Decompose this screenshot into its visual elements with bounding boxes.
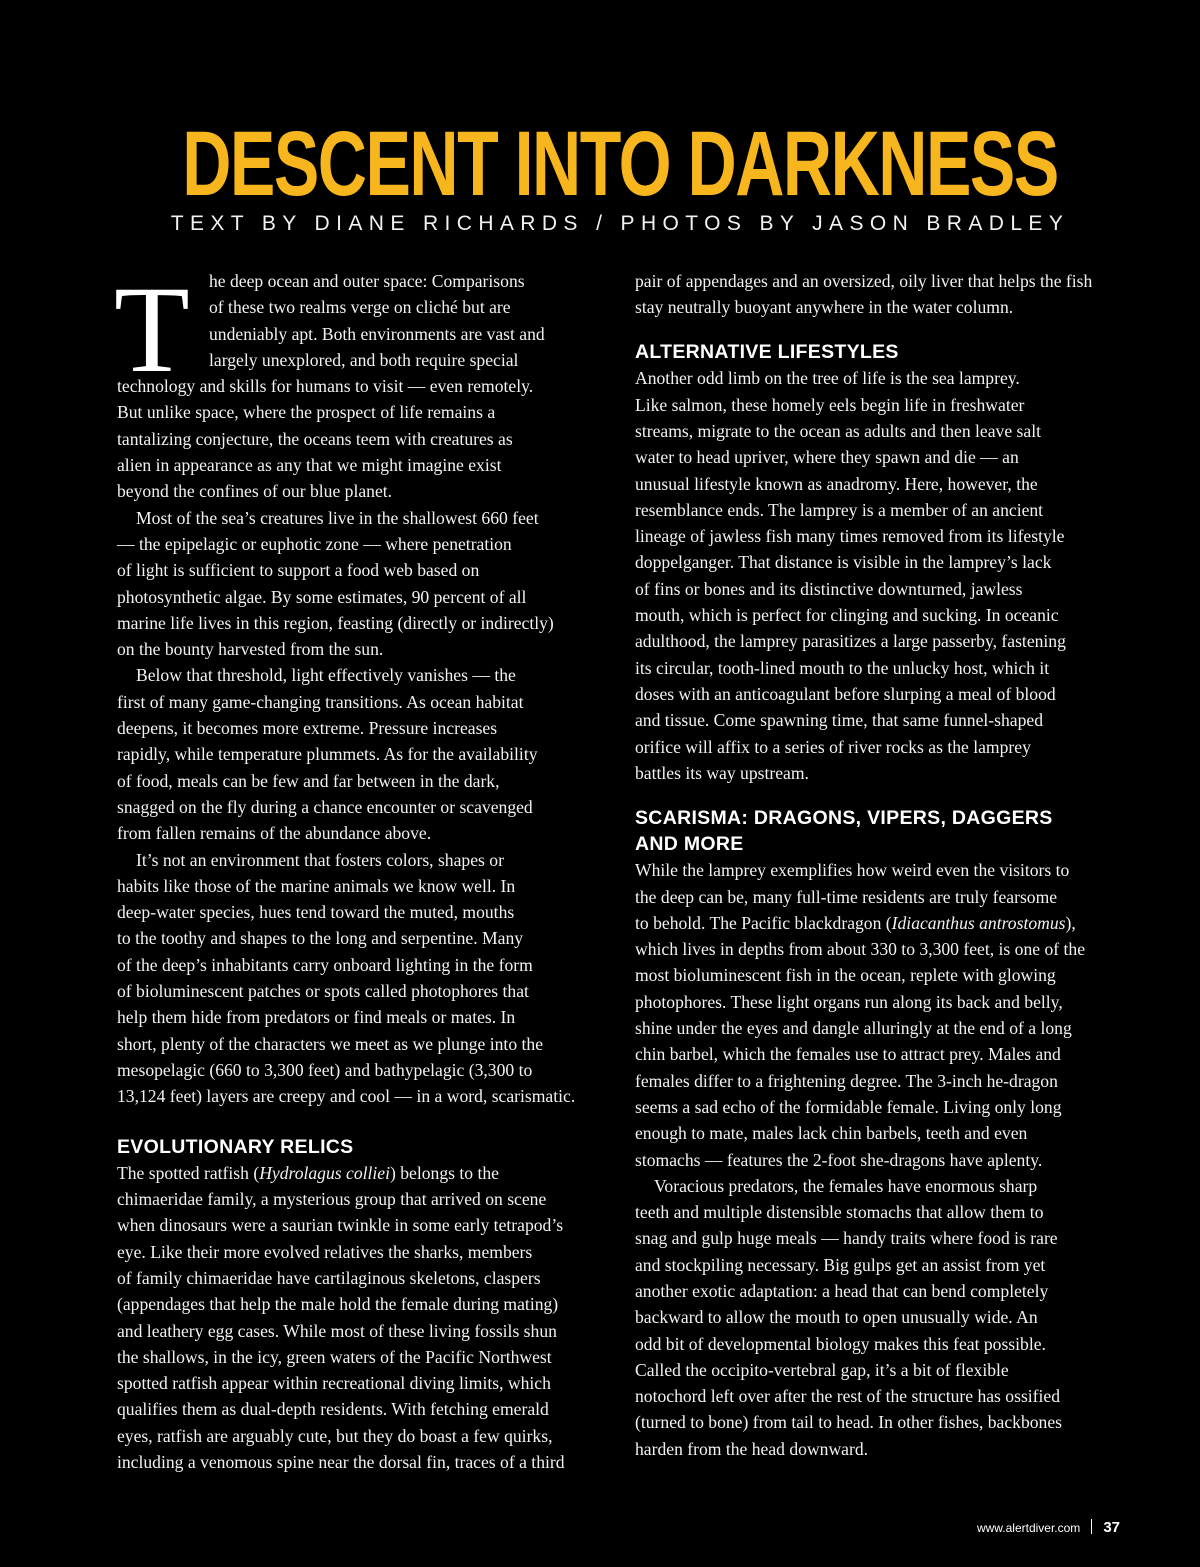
text-line: — the epipelagic or euphotic zone — where penetration	[117, 533, 512, 554]
text-line: seems a sad echo of the formidable female. Living only long	[635, 1096, 1062, 1117]
text-line: mouth, which is perfect for clinging and sucking. In oceanic	[635, 605, 1059, 626]
text-line: pair of appendages and an oversized, oily liver that helps the fish	[635, 271, 1093, 291]
byline: TEXT BY DIANE RICHARDS / PHOTOS BY JASON BRADLEY	[170, 212, 1070, 235]
text-line: another exotic adaptation: a head that can bend completely	[635, 1280, 1049, 1301]
text-line: eyes, ratfish are arguably cute, but they do boast a few quirks,	[117, 1425, 553, 1446]
text-line: unusual lifestyle known as anadromy. Here, however, the	[635, 473, 1038, 494]
text-line: stay neutrally buoyant anywhere in the water column.	[635, 297, 1014, 318]
text-line: stomachs — features the 2-foot she-dragons have aplenty.	[635, 1149, 1043, 1170]
text-line: doppelganger. That distance is visible in the lamprey’s lack	[635, 552, 1052, 573]
text-line: tantalizing conjecture, the oceans teem with creatures as	[117, 428, 513, 449]
text-line: its circular, tooth-lined mouth to the unlucky host, which it	[635, 657, 1050, 678]
text-line: spotted ratfish appear within recreational diving limits, which	[117, 1373, 551, 1394]
text-line: and tissue. Come spawning time, that same funnel-shaped	[635, 710, 1043, 731]
text-line: from fallen remains of the abundance above.	[117, 823, 432, 844]
text-line: 13,124 feet) layers are creepy and cool — in a word, scarismatic.	[117, 1086, 576, 1107]
text-line: alien in appearance as any that we might imagine exist	[117, 455, 502, 476]
drop-cap: T	[114, 261, 190, 398]
text-line: of family chimaeridae have cartilaginous skeletons, claspers	[117, 1267, 541, 1288]
text-line: (appendages that help the male hold the female during mating)	[117, 1294, 559, 1315]
text-line: undeniably apt. Both environments are vast and	[209, 323, 545, 344]
website-link[interactable]: www.alertdiver.com	[976, 1521, 1081, 1535]
page-footer	[977, 1519, 1120, 1537]
text-run: The spotted ratfish (	[117, 1162, 260, 1183]
section-heading: AND MORE	[635, 832, 744, 855]
text-line: harden from the head downward.	[635, 1438, 869, 1459]
text-line: which lives in depths from about 330 to 3,300 feet, is one of the	[635, 939, 1086, 960]
text-line: on the bounty harvested from the sun.	[117, 639, 384, 660]
species-name: Hydrolagus colliei	[259, 1162, 390, 1183]
text-line: eye. Like their more evolved relatives the sharks, members	[117, 1241, 533, 1262]
text-line: of light is sufficient to support a food web based on	[117, 560, 480, 581]
text-line: teeth and multiple distensible stomachs that allow them to	[635, 1202, 1044, 1223]
text-line: (turned to bone) from tail to head. In other fishes, backbones	[635, 1412, 1063, 1433]
text-line: habits like those of the marine animals we know well. In	[117, 875, 516, 896]
right-column	[635, 268, 1125, 1462]
text-line: and leathery egg cases. While most of these living fossils shun	[117, 1320, 557, 1341]
text-line: notochord left over after the rest of the structure has ossified	[635, 1386, 1061, 1407]
text-line: Called the occipito-vertebral gap, it’s a bit of flexible	[635, 1359, 1009, 1380]
section-heading: EVOLUTIONARY RELICS	[117, 1135, 354, 1158]
text-line: photophores. These light organs run along its back and belly,	[635, 991, 1063, 1012]
left-column	[114, 261, 607, 1475]
text-run: to behold. The Pacific blackdragon (	[635, 912, 892, 933]
text-line: chin barbel, which the females use to attract prey. Males and	[635, 1044, 1061, 1065]
text-line: snag and gulp huge meals — handy traits where food is rare	[635, 1228, 1058, 1249]
text-line: It’s not an environment that fosters colors, shapes or	[136, 849, 504, 870]
text-line: photosynthetic algae. By some estimates, 90 percent of all	[117, 586, 527, 607]
text-line: qualifies them as dual-depth residents. With fetching emerald	[117, 1399, 549, 1420]
text-line: first of many game-changing transitions. As ocean habitat	[117, 691, 524, 712]
text-line: the deep can be, many full-time residents are truly fearsome	[635, 886, 1058, 907]
text-line: adulthood, the lamprey parasitizes a large passerby, fastening	[635, 631, 1066, 652]
text-line: to the toothy and shapes to the long and serpentine. Many	[117, 928, 524, 949]
text-line: technology and skills for humans to visit — even remotely.	[117, 376, 534, 397]
text-line: backward to allow the mouth to open unusually wide. An	[635, 1307, 1038, 1328]
section-heading: SCARISMA: DRAGONS, VIPERS, DAGGERS	[635, 806, 1053, 829]
text-run: ),	[1065, 912, 1076, 933]
text-run: ) belongs to the	[389, 1162, 499, 1183]
text-line: orifice will affix to a series of river rocks as the lamprey	[635, 736, 1031, 757]
text-line: rapidly, while temperature plummets. As for the availability	[117, 744, 538, 765]
text-line: largely unexplored, and both require special	[209, 349, 519, 370]
text-line: marine life lives in this region, feasting (directly or indirectly)	[117, 612, 554, 633]
text-line: of these two realms verge on cliché but are	[209, 297, 511, 318]
text-line: streams, migrate to the ocean as adults and then leave salt	[635, 420, 1041, 441]
text-line: snagged on the fly during a chance encounter or scavenged	[117, 796, 533, 817]
text-line: of bioluminescent patches or spots called photophores that	[117, 981, 529, 1002]
article-title: DESCENT INTO DARKNESS	[182, 113, 1058, 215]
text-line: when dinosaurs were a saurian twinkle in some early tetrapod’s	[117, 1215, 564, 1236]
text-line: Another odd limb on the tree of life is the sea lamprey.	[635, 368, 1020, 389]
text-line: females differ to a frightening degree. The 3-inch he-dragon	[635, 1070, 1058, 1091]
text-line: mesopelagic (660 to 3,300 feet) and bathypelagic (3,300 to	[117, 1059, 533, 1080]
text-line: short, plenty of the characters we meet as we plunge into the	[117, 1033, 544, 1054]
text-line: Like salmon, these homely eels begin life in freshwater	[635, 394, 1025, 415]
text-line: of food, meals can be few and far between in the dark,	[117, 770, 500, 791]
species-name: Idiacanthus antrostomus	[891, 912, 1066, 933]
text-line	[635, 910, 1125, 936]
text-line: the shallows, in the icy, green waters of the Pacific Northwest	[117, 1346, 552, 1367]
page-number: 37	[1103, 1519, 1120, 1536]
text-line: But unlike space, where the prospect of life remains a	[117, 402, 496, 423]
text-line: including a venomous spine near the dorsal fin, traces of a third	[117, 1452, 565, 1473]
text-line: help them hide from predators or find meals or mates. In	[117, 1007, 516, 1028]
section-heading: ALTERNATIVE LIFESTYLES	[635, 341, 899, 364]
text-line: shine under the eyes and dangle alluringly at the end of a long	[635, 1018, 1072, 1039]
text-line: lineage of jawless fish many times removed from its lifestyle	[635, 526, 1065, 547]
text-line: resemblance ends. The lamprey is a member of an ancient	[635, 499, 1044, 520]
text-line: beyond the confines of our blue planet.	[117, 481, 393, 502]
text-line: enough to mate, males lack chin barbels, teeth and even	[635, 1123, 1028, 1144]
text-line: doses with an anticoagulant before slurping a meal of blood	[635, 683, 1056, 704]
text-line: battles its way upstream.	[635, 762, 809, 783]
text-line: Below that threshold, light effectively vanishes — the	[136, 665, 516, 686]
text-line: chimaeridae family, a mysterious group that arrived on scene	[117, 1189, 547, 1210]
text-line: and stockpiling necessary. Big gulps get an assist from yet	[635, 1254, 1046, 1275]
text-line: Voracious predators, the females have enormous sharp	[654, 1175, 1038, 1196]
text-line: of the deep’s inhabitants carry onboard lighting in the form	[117, 954, 533, 975]
text-line: While the lamprey exemplifies how weird even the visitors to	[635, 860, 1070, 881]
text-line: odd bit of developmental biology makes this feat possible.	[635, 1333, 1046, 1354]
text-line: most bioluminescent fish in the ocean, replete with glowing	[635, 965, 1056, 986]
text-line: water to head upriver, where they spawn and die — an	[635, 447, 1019, 468]
text-line: he deep ocean and outer space: Comparisons	[209, 271, 525, 291]
text-line: deepens, it becomes more extreme. Pressure increases	[117, 718, 498, 739]
text-line: of fins or bones and its distinctive downturned, jawless	[635, 578, 1023, 599]
footer-divider	[1091, 1519, 1092, 1534]
text-line: deep-water species, hues tend toward the muted, mouths	[117, 902, 515, 923]
text-line: Most of the sea’s creatures live in the shallowest 660 feet	[136, 507, 539, 528]
text-line	[117, 1160, 607, 1186]
